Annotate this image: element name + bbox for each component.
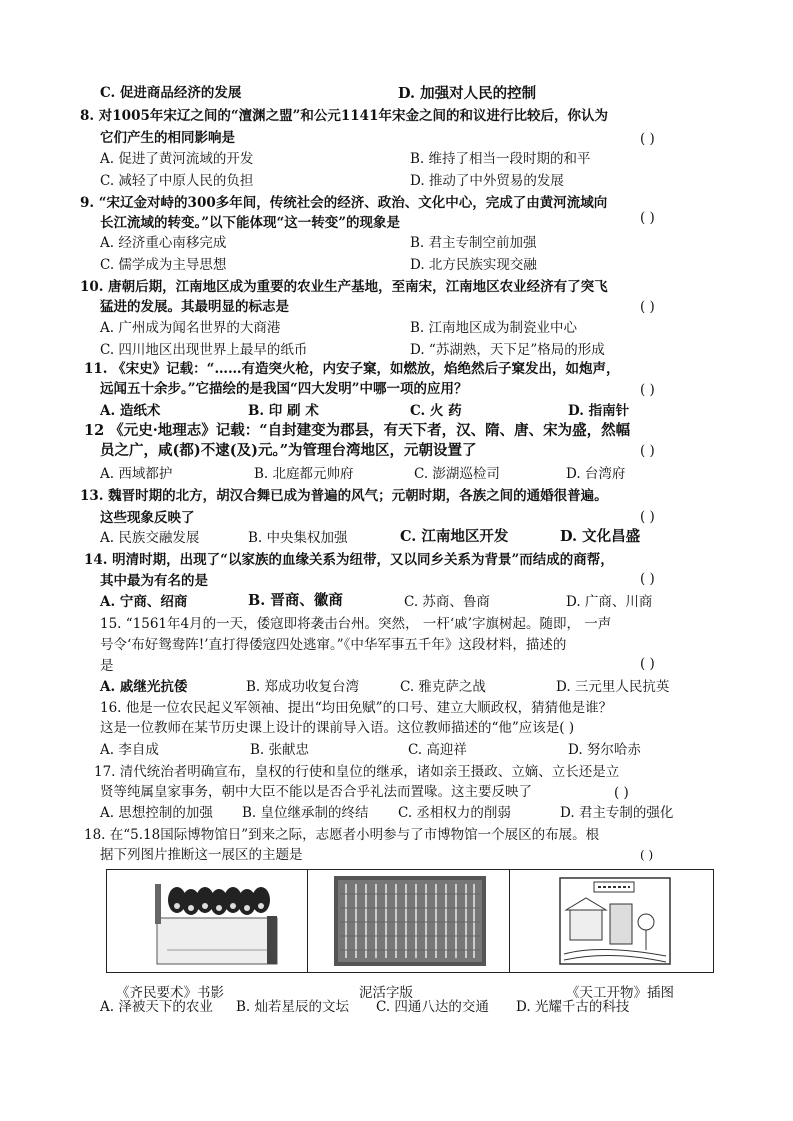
caption-clay-type: 泥活字版 (359, 985, 413, 1001)
q12-stem-line1: 12 《元史·地理志》记载：“自封建变为郡县，有天下者，汉、隋、唐、宋为盛，然幅 (84, 422, 631, 439)
q16-stem-line2: 这是一位教师在某节历史课上设计的课前导入语。这位教师描述的“他”应该是( ) (100, 720, 575, 736)
q9-stem-line1: 9. “宋辽金对峙的300多年间，传统社会的经济、政治、文化中心，完成了由黄河流域向 (80, 195, 608, 211)
q18-answer-paren: ( ) (640, 848, 654, 862)
q14-option-c: C. 苏商、鲁商 (404, 594, 490, 610)
q18-image-strip (106, 869, 714, 973)
q13-option-c: C. 江南地区开发 (400, 528, 509, 545)
q10-stem-line2: 猛进的发展。其最明显的标志是 (100, 299, 289, 315)
q16-option-a: A. 李自成 (100, 742, 159, 758)
q14-stem-line2: 其中最为有名的是 (100, 573, 208, 589)
q15-option-d: D. 三元里人民抗英 (556, 679, 670, 695)
q17-option-d: D. 君主专制的强化 (560, 805, 674, 821)
q14-stem-line1: 14. 明清时期，出现了“以家族的血缘关系为纽带，又以同乡关系为背景”而结成的商帮， (84, 552, 614, 568)
q16-option-c: C. 高迎祥 (408, 742, 467, 758)
q16-option-b: B. 张献忠 (250, 742, 310, 758)
q14-option-a: A. 宁商、绍商 (100, 594, 188, 610)
q10-option-b: B. 江南地区成为制瓷业中心 (410, 320, 578, 336)
q17-option-b: B. 皇位继承制的终结 (242, 805, 369, 821)
q8-answer-paren: ( ) (640, 131, 655, 147)
q11-option-b: B. 印 刷 术 (248, 403, 319, 419)
q14-answer-paren: ( ) (640, 571, 655, 587)
q17-stem-line2: 贤等纯属皇家事务，朝中大臣不能以是否合乎礼法而置喙。这主要反映了 (100, 784, 532, 800)
q13-answer-paren: ( ) (640, 509, 655, 525)
q15-stem-line2: 号令‘布好鸳鸯阵!’直打得倭寇四处逃窜。”《中华军事五千年》这段材料，描述的 (100, 637, 567, 653)
q14-option-d: D. 广商、川商 (566, 594, 653, 610)
q9-stem-line2: 长江流域的转变。”以下能体现“这一转变”的现象是 (100, 215, 401, 231)
q17-option-c: C. 丞相权力的削弱 (398, 805, 511, 821)
q14-option-b: B. 晋商、徽商 (248, 592, 343, 609)
q11-stem-line2: 远闻五十余步。”它描绘的是我国“四大发明”中哪一项的应用？ (100, 381, 468, 397)
q15-stem-line3: 是 (100, 658, 114, 674)
q15-option-a: A. 戚继光抗倭 (100, 679, 188, 695)
q18-option-a: A. 泽被天下的农业 (100, 999, 213, 1015)
q18-stem-line2: 据下列图片推断这一展区的主题是 (100, 847, 303, 863)
q12-option-b: B. 北庭都元帅府 (254, 466, 354, 482)
q16-stem-line1: 16. 他是一位农民起义军领袖、提出“均田免赋”的口号、建立大顺政权，猜猜他是谁？ (100, 700, 613, 716)
q15-stem-line1: 15. “1561年4月的一天，倭寇即将袭击台州。突然， 一杆‘戚’字旗树起。随即， 一声 (100, 616, 612, 632)
caption-qimin-yaoshu: 《齐民要术》书影 (116, 985, 224, 1001)
q11-stem-line1: 11. 《宋史》记载：“……有造突火枪，内安子窠，如燃放，焰绝然后子窠发出，如炮声， (84, 361, 620, 377)
q8-option-b: B. 维持了相当一段时期的和平 (410, 151, 591, 167)
q10-option-d: D. “苏湖熟，天下足”格局的形成 (410, 342, 605, 358)
q10-answer-paren: ( ) (640, 299, 655, 315)
q10-option-c: C. 四川地区出现世界上最早的纸币 (100, 342, 308, 358)
q11-option-d: D. 指南针 (568, 403, 630, 419)
qimin-yaoshu-image (107, 870, 308, 972)
q15-option-c: C. 雅克萨之战 (400, 679, 486, 695)
q13-option-b: B. 中央集权加强 (248, 530, 348, 546)
q12-option-c: C. 澎湖巡检司 (414, 466, 500, 482)
q13-stem-line2: 这些现象反映了 (100, 510, 195, 526)
q17-answer-paren: ( ) (614, 785, 629, 801)
q12-stem-line2: 员之广，咸(都)不逮(及)元。”为管理台湾地区，元朝设置了 (100, 442, 477, 459)
q7-option-c: C. 促进商品经济的发展 (100, 85, 242, 101)
q8-option-d: D. 推动了中外贸易的发展 (410, 173, 564, 189)
q8-option-c: C. 减轻了中原人民的负担 (100, 173, 254, 189)
q12-option-d: D. 台湾府 (566, 466, 626, 482)
clay-type-image (308, 870, 510, 972)
q16-option-d: D. 努尔哈赤 (568, 742, 641, 758)
q9-answer-paren: ( ) (640, 210, 655, 226)
caption-tiangong-kaiwu: 《天工开物》插图 (566, 985, 674, 1001)
q13-option-a: A. 民族交融发展 (100, 530, 200, 546)
q17-stem-line1: 17. 清代统治者明确宣布，皇权的行使和皇位的继承，诸如亲王摄政、立嫡、立长还是立 (94, 764, 620, 780)
q12-option-a: A. 西域都护 (100, 466, 173, 482)
q18-option-c: C. 四通八达的交通 (376, 999, 489, 1015)
q9-option-d: D. 北方民族实现交融 (410, 257, 537, 273)
q15-answer-paren: ( ) (640, 656, 655, 672)
q13-option-d: D. 文化昌盛 (560, 528, 641, 545)
q15-option-b: B. 郑成功收复台湾 (246, 679, 360, 695)
q11-option-c: C. 火 药 (410, 403, 462, 419)
q18-option-d: D. 光耀千古的科技 (516, 999, 630, 1015)
q17-option-a: A. 思想控制的加强 (100, 805, 213, 821)
tiangong-kaiwu-image (510, 870, 713, 972)
q9-option-b: B. 君主专制空前加强 (410, 235, 537, 251)
q18-option-b: B. 灿若星辰的文坛 (236, 999, 350, 1015)
q18-stem-line1: 18. 在“5.18国际博物馆日”到来之际，志愿者小明参与了市博物馆一个展区的布展。根 (84, 827, 600, 843)
q11-option-a: A. 造纸术 (100, 403, 161, 419)
q9-option-c: C. 儒学成为主导思想 (100, 257, 227, 273)
q10-option-a: A. 广州成为闻名世界的大商港 (100, 320, 281, 336)
q8-stem-line2: 它们产生的相同影响是 (100, 130, 235, 146)
q10-stem-line1: 10. 唐朝后期，江南地区成为重要的农业生产基地，至南宋，江南地区农业经济有了突飞 (80, 279, 608, 295)
q8-stem-line1: 8. 对1005年宋辽之间的“澶渊之盟”和公元1141年宋金之间的和议进行比较后，你认为 (80, 108, 608, 124)
q9-option-a: A. 经济重心南移完成 (100, 235, 227, 251)
q7-option-d: D. 加强对人民的控制 (398, 85, 537, 102)
q8-option-a: A. 促进了黄河流域的开发 (100, 151, 254, 167)
q13-stem-line1: 13. 魏晋时期的北方，胡汉合舞已成为普遍的风气；元朝时期，各族之间的通婚很普遍。 (80, 488, 608, 504)
q11-answer-paren: ( ) (640, 382, 655, 398)
q12-answer-paren: ( ) (640, 443, 655, 459)
